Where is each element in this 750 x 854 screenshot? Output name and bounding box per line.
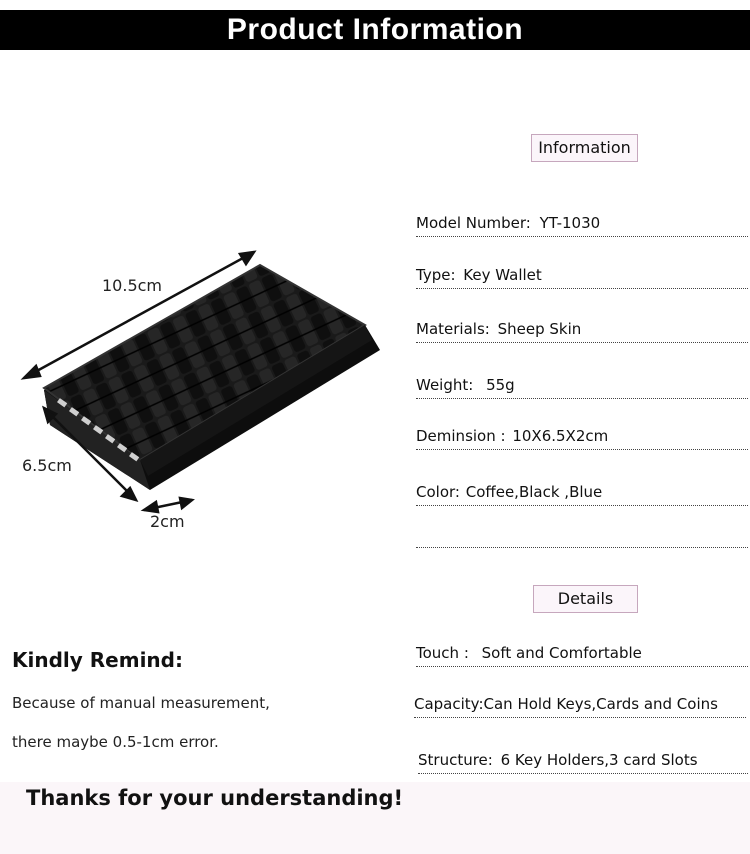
model-number-key: Model Number: — [416, 214, 531, 232]
capacity-row — [414, 695, 746, 718]
empty-row — [416, 525, 748, 548]
weight-key: Weight: — [416, 376, 474, 394]
materials-value: Sheep Skin — [497, 320, 582, 338]
key-wallet-image — [10, 240, 390, 540]
weight-row — [416, 376, 748, 399]
dimension-key: Deminsion : — [416, 427, 506, 445]
touch-value: Soft and Comfortable — [481, 644, 642, 662]
model-number-row — [416, 214, 748, 237]
weight-value: 55g — [486, 376, 515, 394]
length-label: 10.5cm — [102, 276, 163, 295]
remind-line-1: Because of manual measurement, — [12, 694, 270, 712]
information-label: Information — [531, 134, 638, 162]
dimension-value: 10X6.5X2cm — [512, 427, 609, 445]
capacity-key: Capacity: — [414, 695, 484, 713]
thanks-message: Thanks for your understanding! — [26, 786, 404, 810]
product-image — [10, 240, 390, 544]
dimension-row — [416, 427, 748, 450]
type-key: Type: — [416, 266, 456, 284]
touch-key: Touch : — [416, 644, 469, 662]
materials-key: Materials: — [416, 320, 490, 338]
capacity-value: Can Hold Keys,Cards and Coins — [483, 695, 718, 713]
type-value: Key Wallet — [463, 266, 542, 284]
materials-row — [416, 320, 748, 343]
structure-key: Structure: — [418, 751, 493, 769]
remind-line-2: there maybe 0.5-1cm error. — [12, 733, 219, 751]
type-row — [416, 266, 748, 289]
color-value: Coffee,Black ,Blue — [465, 483, 603, 501]
remind-title: Kindly Remind: — [12, 648, 183, 672]
touch-row — [416, 644, 748, 667]
details-label: Details — [533, 585, 638, 613]
page-title: Product Information — [0, 10, 750, 50]
structure-value: 6 Key Holders,3 card Slots — [500, 751, 698, 769]
structure-row — [418, 751, 748, 774]
depth-label: 2cm — [150, 512, 185, 531]
color-row — [416, 483, 748, 506]
width-label: 6.5cm — [22, 456, 72, 475]
color-key: Color: — [416, 483, 460, 501]
model-number-value: YT-1030 — [539, 214, 601, 232]
